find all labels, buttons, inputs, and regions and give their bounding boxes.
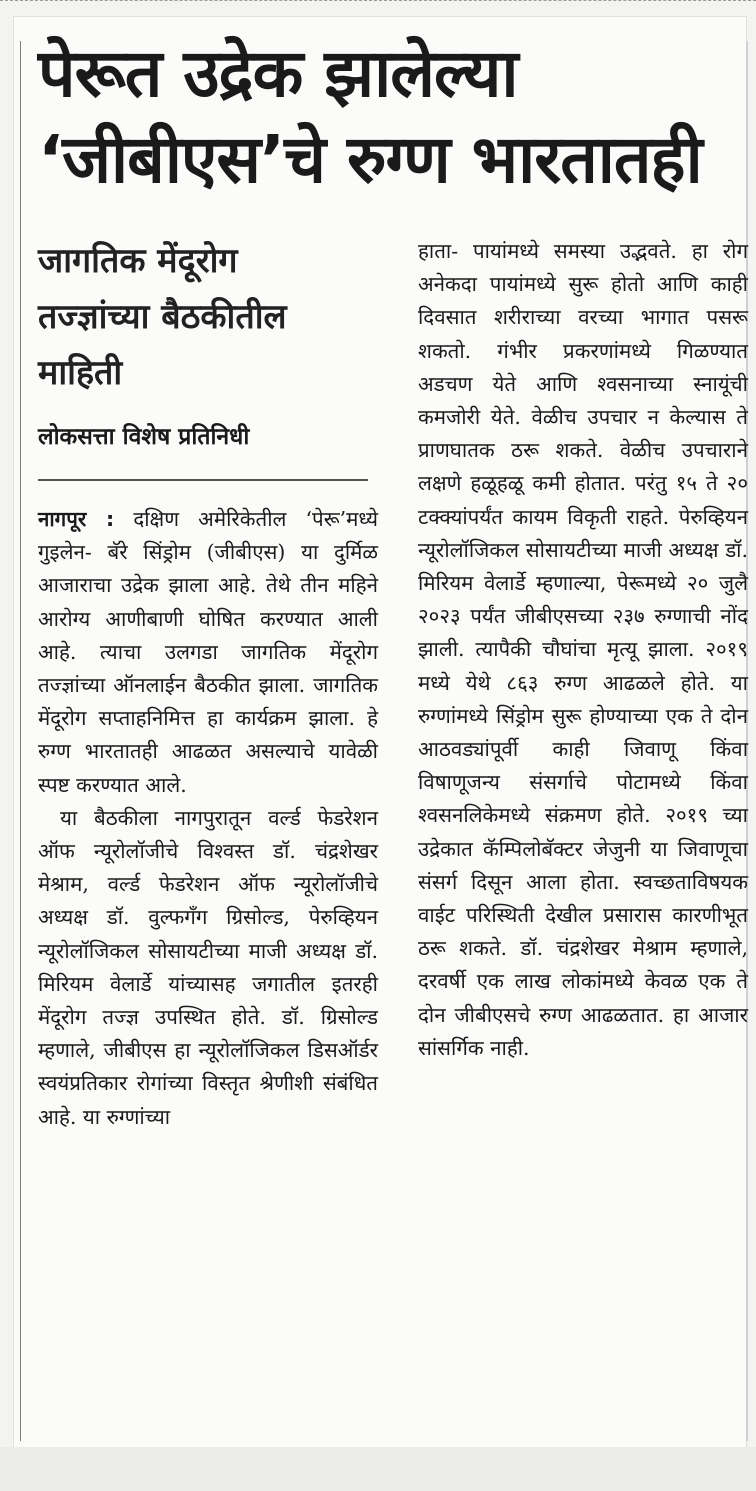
byline: लोकसत्ता विशेष प्रतिनिधी bbox=[38, 424, 250, 450]
subheadline bbox=[38, 233, 368, 401]
subhead-line-3: माहिती bbox=[38, 353, 123, 393]
paragraph-2: या बैठकीला नागपुरातून वर्ल्ड फेडरेशन ऑफ न्यूरोलॉजीचे विश्वस्त डॉ. चंद्रशेखर मेश्राम, वर्ल्ड फेडरेशन ऑफ न्यूरोलॉजीचे अध्यक्ष डॉ. वुल्फगँग ग्रिसोल्ड, पेरुव्हियन न्यूरोलॉजिकल सोसायटीच्या माजी अध्यक्ष डॉ. मिरियम वेलार्डे यांच्यासह जगातील इतरही मेंदूरोग तज्ज्ञ उपस्थित होते. डॉ. ग्रिसोल्ड म्हणाले, जीबीएस हा न्यूरोलॉजिकल डिसऑर्डर स्वयंप्रतिकार रोगांच्या विस्तृत श्रेणीशी संबंधित आहे. या रुग्णांच्या bbox=[38, 805, 378, 1129]
headline-line-2: ‘जीबीएस’चे रुग्ण भारतातही bbox=[38, 121, 702, 198]
paragraph-1-text: दक्षिण अमेरिकेतील ‘पेरू’मध्ये गुइलेन- बॅरे सिंड्रोम (जीबीएस) या दुर्मिळ आजाराचा उद्रेक झाला आहे. तेथे तीन महिने आरोग्य आणीबाणी घोषित करण्यात आली आहे. त्याचा उलगडा जागतिक मेंदूरोग तज्ज्ञांच्या ऑनलाईन बैठकीत झाला. जागतिक मेंदूरोग सप्ताहनिमित्त हा कार्यक्रम झाला. हे रुग्ण भारतातही आढळत असल्याचे यावेळी स्पष्ट करण्यात आले. bbox=[38, 507, 378, 797]
page-bottom-margin bbox=[0, 1447, 756, 1491]
paragraph-3: हाता- पायांमध्ये समस्या उद्भवते. हा रोग अनेकदा पायांमध्ये सुरू होतो आणि काही दिवसात शरीराच्या वरच्या भागात पसरू शकतो. गंभीर प्रकरणांमध्ये गिळण्यात अडचण येते आणि श्वसनाच्या स्नायूंची कमजोरी येते. वेळीच उपचार न केल्यास ते प्राणघातक ठरू शकते. वेळीच उपचाराने लक्षणे हळूहळू कमी होतात. परंतु १५ ते २० टक्क्यांपर्यंत कायम विकृती राहते. पेरुव्हियन न्यूरोलॉजिकल सोसायटीच्या माजी अध्यक्ष डॉ. मिरियम वेलार्डे म्हणाल्या, पेरूमध्ये २० जुलै २०२३ पर्यंत जीबीएसच्या २३७ रुग्णाची नोंद झाली. त्यापैकी चौघांचा मृत्यू झाला. २०१९ मध्ये येथे ८६३ रुग्ण आढळले होते. या रुग्णांमध्ये सिंड्रोम सुरू होण्याच्या एक ते दोन आठवड्यांपूर्वी काही जिवाणू किंवा विषाणूजन्य संसर्गाचे पोटामध्ये किंवा श्वसनलिकेमध्ये संक्रमण होते. २०१९ च्या उद्रेकात कॅम्पिलोबॅक्टर जेजुनी या जिवाणूचा संसर्ग दिसून आला होता. स्वच्छताविषयक वाईट परिस्थिती देखील प्रसारास कारणीभूत ठरू शकते. डॉ. चंद्रशेखर मेश्राम म्हणाले, दरवर्षी एक लाख लोकांमध्ये केवळ एक ते दोन जीबीएसचे रुग्ण आढळतात. हा आजार सांसर्गिक नाही. bbox=[418, 239, 748, 1060]
subhead-line-1: जागतिक मेंदूरोग bbox=[38, 241, 238, 281]
headline-line-1: पेरूत उद्रेक झालेल्या bbox=[38, 35, 518, 112]
article-column-right bbox=[418, 235, 748, 1065]
byline-divider bbox=[38, 479, 368, 481]
article-column-left bbox=[38, 503, 378, 1134]
dateline: नागपूर : bbox=[38, 507, 115, 531]
left-margin-rule bbox=[20, 41, 21, 1441]
headline bbox=[38, 31, 748, 203]
paragraph-1 bbox=[38, 503, 378, 802]
subhead-line-2: तज्ज्ञांच्या बैठकीतील bbox=[38, 297, 287, 337]
